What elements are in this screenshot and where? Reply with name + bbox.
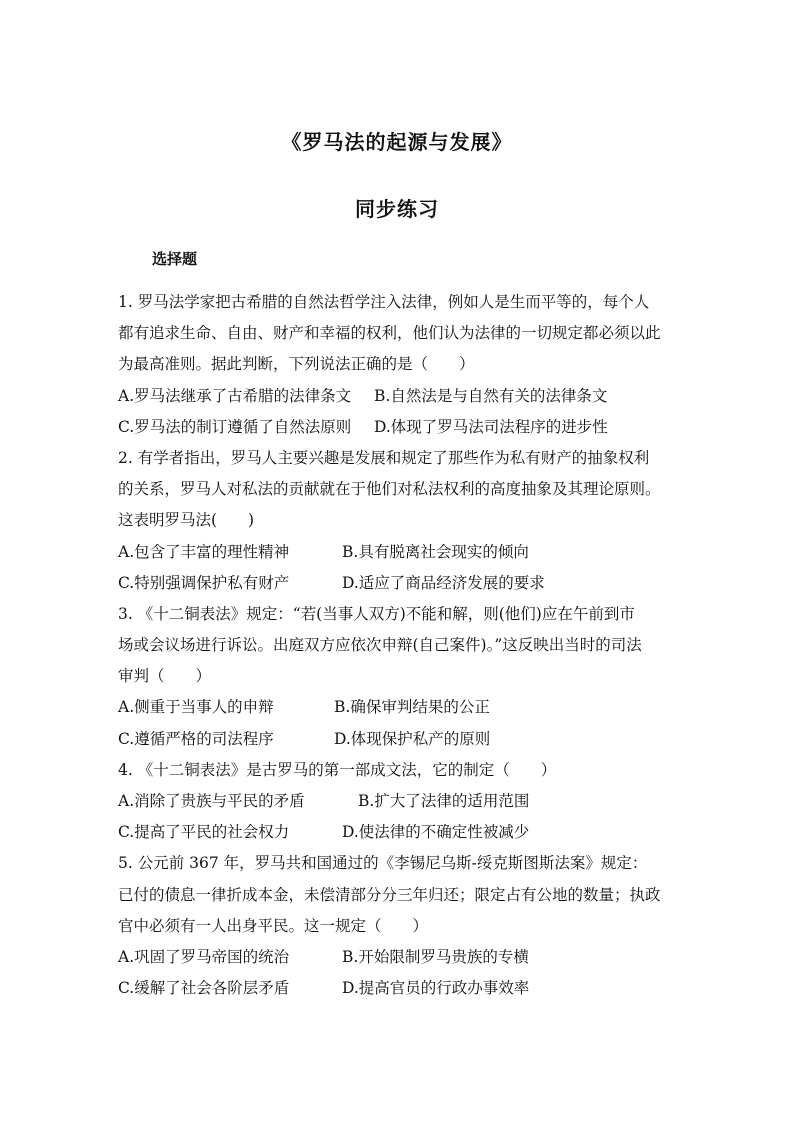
question-3	[118, 599, 698, 755]
option-c: C.缓解了社会各阶层矛盾	[118, 979, 290, 998]
option-row	[118, 817, 698, 848]
question-stem-line: 官中必须有一人出身平民。这一规定（ ）	[118, 916, 429, 935]
option-row	[118, 942, 698, 973]
question-5	[118, 848, 698, 1004]
option-d: D.提高官员的行政办事效率	[342, 979, 530, 998]
option-b: B.扩大了法律的适用范围	[358, 792, 530, 810]
option-c: C.特别强调保护私有财产	[118, 573, 290, 592]
option-b: B.具有脱离社会现实的倾向	[342, 542, 529, 561]
question-stem-line: 审判（ ）	[118, 667, 212, 686]
question-stem-line: 的关系，罗马人对私法的贡献就在于他们对私法权利的高度抽象及其理论原则。	[118, 480, 661, 499]
option-row	[118, 786, 698, 817]
option-c: C.提高了平民的社会权力	[118, 823, 290, 842]
option-row	[118, 381, 698, 412]
option-row	[118, 973, 698, 1004]
question-stem-line: 为最高准则。据此判断，下列说法正确的是（ ）	[118, 355, 475, 374]
option-d: D.适应了商品经济发展的要求	[342, 573, 545, 592]
option-a: A.罗马法继承了古希腊的法律条文	[118, 386, 352, 405]
question-4	[118, 755, 698, 849]
question-stem-line: 5. 公元前 367 年，罗马共和国通过的《李锡尼乌斯-绥克斯图斯法案》规定：	[118, 854, 648, 873]
question-2	[118, 443, 698, 599]
option-b: B.开始限制罗马贵族的专横	[342, 947, 529, 966]
question-stem-line: 场或会议场进行诉讼。出庭双方应依次申辩(自己案件)。”这反映出当时的司法	[118, 636, 642, 655]
option-row	[118, 412, 698, 443]
question-1	[118, 287, 698, 443]
question-stem-line: 3. 《十二铜表法》规定：“若(当事人双方)不能和解，则(他们)应在午前到市	[118, 604, 635, 623]
option-a: A.包含了丰富的理性精神	[118, 542, 290, 561]
option-b: B.自然法是与自然有关的法律条文	[374, 386, 608, 405]
question-stem-line: 都有追求生命、自由、财产和幸福的权利，他们认为法律的一切规定都必须以此	[118, 324, 661, 343]
option-b: B.确保审判结果的公正	[334, 698, 490, 717]
document-subtitle: 同步练习	[355, 197, 439, 221]
question-stem-line: 1. 罗马法学家把古希腊的自然法哲学注入法律，例如人是生而平等的，每个人	[118, 293, 650, 311]
option-row	[118, 724, 698, 755]
question-stem-line: 2. 有学者指出，罗马人主要兴趣是发展和规定了那些作为私有财产的抽象权利	[118, 448, 650, 467]
document-title: 《罗马法的起源与发展》	[281, 130, 513, 154]
option-row	[118, 568, 698, 599]
option-a: A.侧重于当事人的申辩	[118, 698, 274, 717]
option-d: D.使法律的不确定性被减少	[342, 823, 530, 842]
section-heading: 选择题	[152, 250, 198, 268]
question-stem-line: 4. 《十二铜表法》是古罗马的第一部成文法，它的制定（ ）	[118, 760, 557, 779]
option-d: D.体现了罗马法司法程序的进步性	[374, 417, 608, 436]
option-a: A.巩固了罗马帝国的统治	[118, 947, 290, 966]
option-c: C.罗马法的制订遵循了自然法原则	[118, 417, 352, 436]
option-c: C.遵循严格的司法程序	[118, 729, 274, 748]
question-list	[118, 287, 698, 1004]
question-stem-line: 已付的债息一律折成本金，未偿清部分分三年归还；限定占有公地的数量；执政	[118, 885, 661, 904]
option-row	[118, 537, 698, 568]
option-row	[118, 692, 698, 723]
option-a: A.消除了贵族与平民的矛盾	[118, 792, 305, 810]
option-d: D.体现保护私产的原则	[334, 729, 491, 748]
question-stem-line: 这表明罗马法( )	[118, 511, 255, 530]
